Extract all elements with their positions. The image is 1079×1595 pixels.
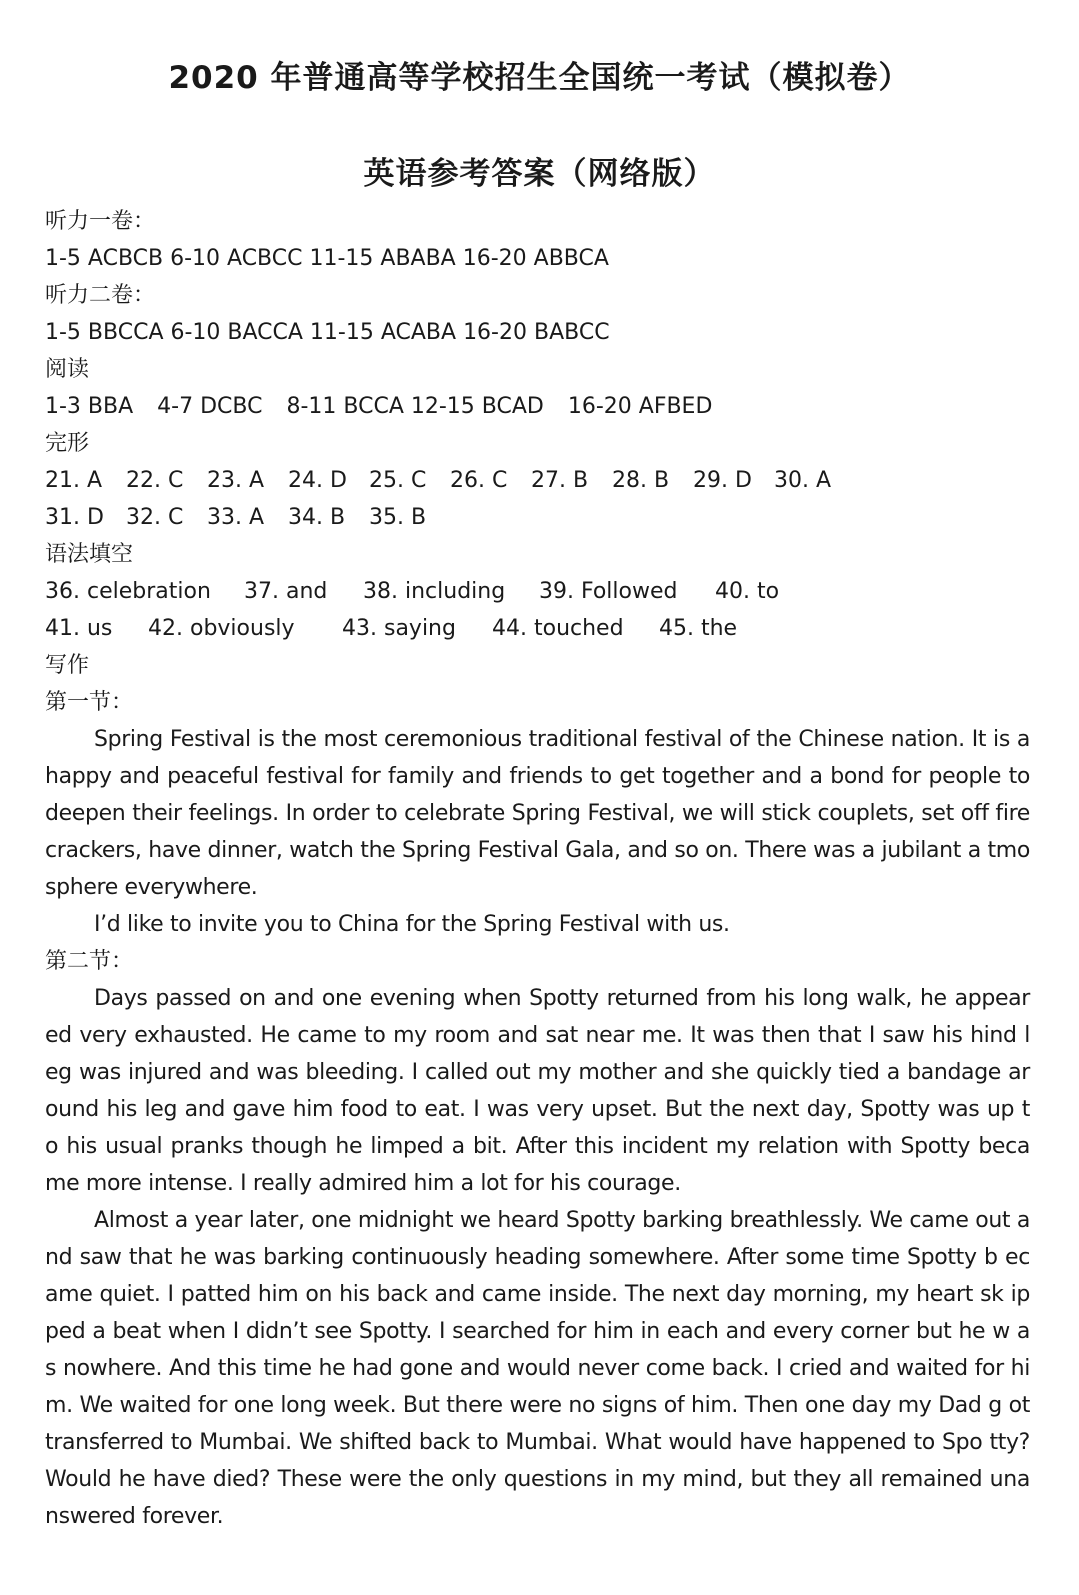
cloze-answer: 30. A [774,468,832,493]
writing-section1-paragraph: I’d like to invite you to China for the Spring Festival with us. [94,912,730,937]
grammar-answer: 40. to [715,579,780,604]
cloze-answer: 29. D [693,468,752,493]
answer-content [45,203,1030,1535]
grammar-row-2 [45,610,1030,647]
writing-section1-paragraph: Spring Festival is the most ceremonious traditional festival of the Chinese nation. It is a happy and peaceful festival for family and friends to get together and a bond for people to deepen their feelings. In order to celebrate Spring Festival, we will stick couplets, set off firecrackers, have dinner, watch the Spring Festival Gala, and so on. There was a jubilant a tmosphere everywhere. [45,727,1030,900]
cloze-answer: 32. C [126,505,184,530]
grammar-answer: 38. including [363,579,506,604]
grammar-answer: 39. Followed [539,579,678,604]
cloze-answer: 21. A [45,468,103,493]
grammar-answer: 37. and [244,579,328,604]
page-subtitle: 英语参考答案（网络版） [363,156,716,192]
reading-group: 16-20 AFBED [567,394,713,419]
grammar-answer: 41. us [45,616,113,641]
listening1-answers: 1-5 ACBCB 6-10 ACBCC 11-15 ABABA 16-20 ABBCA [45,246,609,271]
grammar-label: 语法填空 [45,542,134,567]
cloze-answer: 35. B [369,505,427,530]
reading-group: 4-7 DCBC [157,394,263,419]
listening1-label: 听力一卷： [45,209,156,234]
cloze-answer: 22. C [126,468,184,493]
page-title: 2020 年普通高等学校招生全国统一考试（模拟卷） [168,60,911,96]
grammar-answer: 36. celebration [45,579,211,604]
cloze-answer: 33. A [207,505,265,530]
cloze-row-1 [45,462,1030,499]
grammar-answer: 42. obviously [148,616,295,641]
listening2-label: 听力二卷： [45,283,156,308]
grammar-answer: 43. saying [342,616,456,641]
cloze-answer: 28. B [612,468,670,493]
cloze-row-2 [45,499,1030,536]
reading-group: 8-11 BCCA 12-15 BCAD [286,394,544,419]
cloze-answer: 23. A [207,468,265,493]
cloze-answer: 25. C [369,468,427,493]
writing-label: 写作 [45,653,90,678]
grammar-row-1 [45,573,1030,610]
grammar-answer: 44. touched [492,616,624,641]
writing-section1-label: 第一节： [45,690,134,715]
cloze-answer: 24. D [288,468,347,493]
writing-section2-label: 第二节： [45,949,134,974]
cloze-answer: 27. B [531,468,589,493]
listening2-answers: 1-5 BBCCA 6-10 BACCA 11-15 ACABA 16-20 BABCC [45,320,610,345]
cloze-answer: 31. D [45,505,104,530]
writing-section2-paragraph: Almost a year later, one midnight we heard Spotty barking breathlessly. We came out and saw that he was barking continuously heading somewhere. After some time Spotty b ecame quiet. I patted him on his back and came inside. The next day morning, my heart sk ipped a beat when I didn’t see Spotty. I searched for him in each and every corner but he w as nowhere. And this time he had gone and would never come back. I cried and waited for him. We waited for one long week. But there were no signs of him. Then one day my Dad g ot transferred to Mumbai. We shifted back to Mumbai. What would have happened to Spo tty? Would he have died? These were the only questions in my mind, but they all remained unanswered forever. [45,1208,1030,1529]
cloze-label: 完形 [45,431,90,456]
reading-label: 阅读 [45,357,90,382]
writing-section2-paragraph: Days passed on and one evening when Spotty returned from his long walk, he appear ed very exhausted. He came to my room and sat near me. It was then that I saw his hind l eg was injured and was bleeding. I called out my mother and she quickly tied a bandage ar ound his leg and gave him food to eat. I was very upset. But the next day, Spotty was up t o his usual pranks though he limped a bit. After this incident my relation with Spotty beca me more intense. I really admired him a lot for his courage. [45,986,1030,1196]
cloze-answer: 34. B [288,505,346,530]
reading-group: 1-3 BBA [45,394,134,419]
grammar-answer: 45. the [659,616,738,641]
reading-answers [45,388,1030,425]
cloze-answer: 26. C [450,468,508,493]
